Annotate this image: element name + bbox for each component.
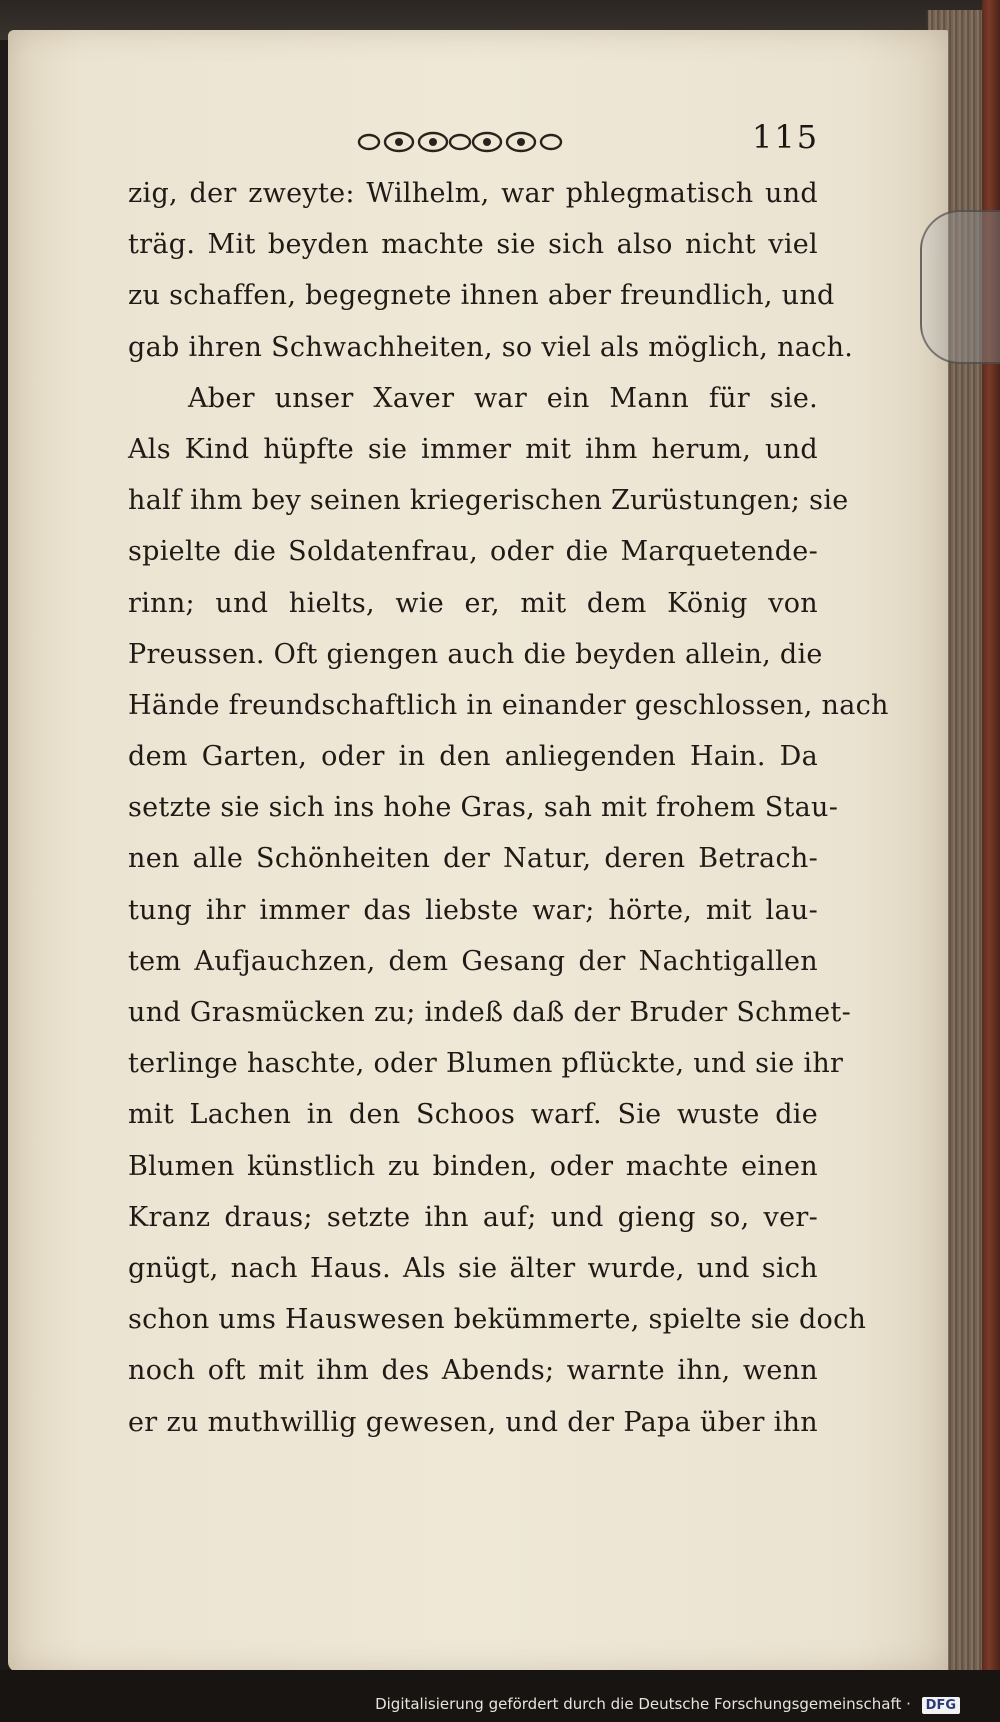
text-line: Hände freundschaftlich in einander geschlossen, nach <box>128 689 889 721</box>
text-line: und Grasmücken zu; indeß daß der Bruder Schmet- <box>128 997 851 1028</box>
text-line: zig, der zweyte: Wilhelm, war phlegmatisch und <box>128 178 818 209</box>
text-line: er zu muthwillig gewesen, und der Papa über ihn <box>128 1406 818 1438</box>
text-line: schon ums Hauswesen bekümmerte, spielte sie doch <box>128 1304 867 1336</box>
credit-text: Digitalisierung gefördert durch die Deutsche Forschungsgemeinschaft · <box>375 1695 911 1713</box>
text-line: Kranz draus; setzte ihn auf; und gieng so, ver- <box>128 1201 818 1233</box>
text-line: Preussen. Oft giengen auch die beyden allein, die <box>128 638 823 670</box>
text-line: Als Kind hüpfte sie immer mit ihm herum, und <box>128 433 818 465</box>
text-line: mit Lachen in den Schoos warf. Sie wuste die <box>128 1099 818 1131</box>
text-line: rinn; und hielts, wie er, mit dem König von <box>128 587 818 619</box>
page-clip-icon <box>920 210 1000 364</box>
text-line: gnügt, nach Haus. Als sie älter wurde, und sich <box>128 1252 818 1284</box>
text-line: half ihm bey seinen kriegerischen Zurüstungen; sie <box>128 485 849 517</box>
body-text <box>128 168 889 1448</box>
text-line: terlinge haschte, oder Blumen pflückte, und sie ihr <box>128 1048 844 1080</box>
text-line: Aber unser Xaver war ein Mann für sie. <box>188 382 818 414</box>
dfg-logo-badge: DFG <box>922 1697 960 1714</box>
text-line: tem Aufjauchzen, dem Gesang der Nachtigallen <box>128 945 818 977</box>
text-line: noch oft mit ihm des Abends; warnte ihn, wenn <box>128 1355 818 1387</box>
text-line: spielte die Soldatenfrau, oder die Marquetende- <box>128 536 818 568</box>
digitization-credit <box>375 1695 960 1714</box>
text-line: zu schaffen, begegnete ihnen aber freundlich, und <box>128 280 835 312</box>
footer-bar <box>0 1670 1000 1722</box>
text-line: Blumen künstlich zu binden, oder machte einen <box>128 1150 818 1182</box>
text-line: nen alle Schönheiten der Natur, deren Betrach- <box>128 843 818 875</box>
text-line: dem Garten, oder in den anliegenden Hain. Da <box>128 741 818 773</box>
page-number: 115 <box>752 118 820 156</box>
text-line: setzte sie sich ins hohe Gras, sah mit frohem Stau- <box>128 792 839 824</box>
text-line: gab ihren Schwachheiten, so viel als möglich, nach. <box>128 331 854 363</box>
ornament-icon <box>355 124 565 160</box>
text-line: tung ihr immer das liebste war; hörte, mit lau- <box>128 894 818 926</box>
text-line: träg. Mit beyden machte sie sich also nicht viel <box>128 229 818 261</box>
